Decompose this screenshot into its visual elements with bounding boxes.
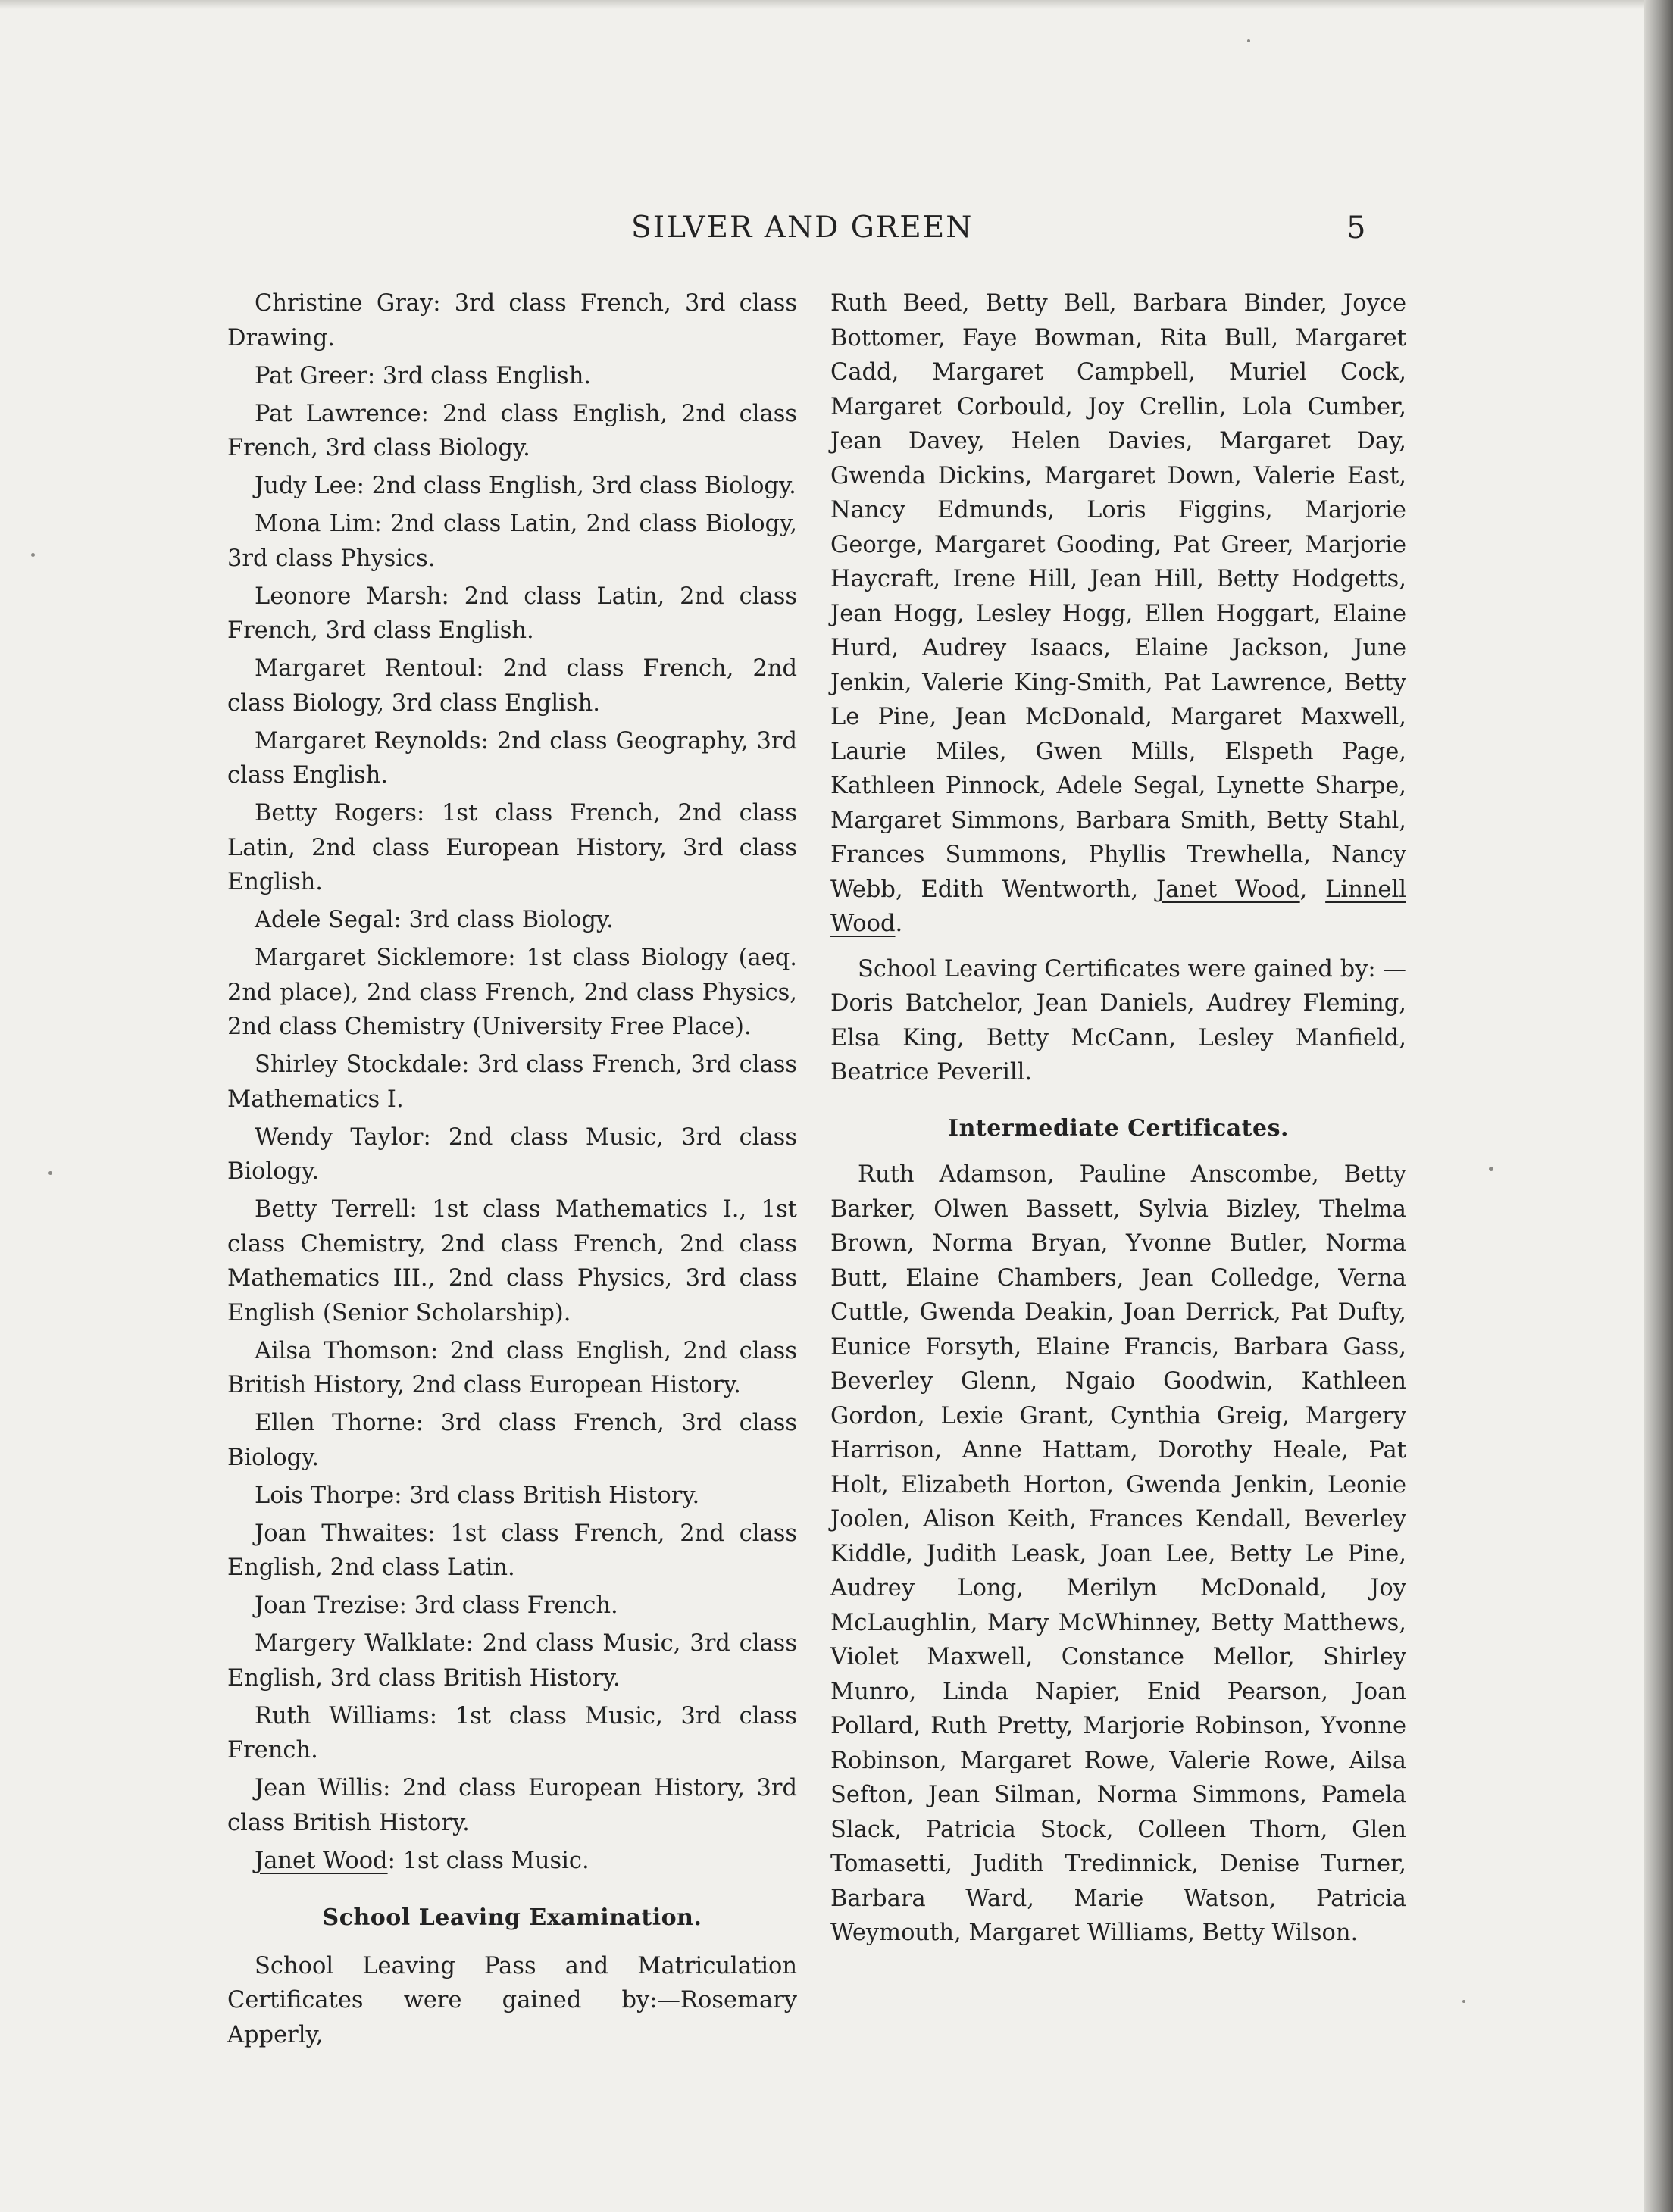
result-entry: Margaret Sicklemore: 1st class Biology (aeq. 2nd place), 2nd class French, 2nd class Physics, 2nd class Chemistry (University Free Place).	[227, 945, 797, 1040]
result-entry: Betty Rogers: 1st class French, 2nd class Latin, 2nd class European History, 3rd class English.	[227, 800, 797, 895]
scan-speck	[1489, 1167, 1493, 1171]
scan-speck	[1247, 39, 1250, 42]
result-entry: Margaret Rentoul: 2nd class French, 2nd class Biology, 3rd class English.	[227, 655, 797, 717]
result-entry: Betty Terrell: 1st class Mathematics I., 1st class Chemistry, 2nd class French, 2nd class Mathematics III., 2nd class Physics, 3rd class English (Senior Scholarship).	[227, 1196, 797, 1326]
result-entry: Adele Segal: 3rd class Biology.	[255, 907, 614, 933]
list-terminator: .	[895, 911, 903, 937]
page-number: 5	[1346, 211, 1366, 245]
result-entry: Ailsa Thomson: 2nd class English, 2nd class British History, 2nd class European History.	[227, 1337, 797, 1398]
left-column	[227, 286, 797, 2056]
result-entry: Pat Lawrence: 2nd class English, 2nd class French, 3rd class Biology.	[227, 400, 797, 461]
result-entry: Shirley Stockdale: 3rd class French, 3rd class Mathematics I.	[227, 1051, 797, 1113]
result-entry-last	[227, 1844, 797, 1879]
section-heading-intermediate: Intermediate Certificates.	[948, 1114, 1289, 1142]
result-entry: Wendy Taylor: 2nd class Music, 3rd class Biology.	[227, 1123, 797, 1185]
result-entry: Christine Gray: 3rd class French, 3rd class Drawing.	[227, 290, 797, 351]
result-entry: Margery Walklate: 2nd class Music, 3rd class English, 3rd class British History.	[227, 1630, 797, 1692]
pass-list-names: Ruth Beed, Betty Bell, Barbara Binder, Joyce Bottomer, Faye Bowman, Rita Bull, Margaret Cadd, Margaret Campbell, Muriel Cock, Margaret Corbould, Joy Crellin, Lola Cumber, Jean Davey, Helen Davies, Margaret Day, Gwenda Dickins, Margaret Down, Valerie East, Nancy Edmunds, Loris Figgins, Marjorie George, Margaret Gooding, Pat Greer, Marjorie Haycraft, Irene Hill, Jean Hill, Betty Hodgetts, Jean Hogg, Lesley Hogg, Ellen Hoggart, Elaine Hurd, Audrey Isaacs, Elaine Jackson, June Jenkin, Valerie King-Smith, Pat Lawrence, Betty Le Pine, Jean McDonald, Margaret Maxwell, Laurie Miles, Gwen Mills, Elspeth Page, Kathleen Pinnock, Adele Segal, Lynette Sharpe, Margaret Simmons, Barbara Smith, Betty Stahl, Frances Summons, Phyllis Trewhella, Nancy Webb, Edith Wentworth,	[830, 290, 1406, 903]
result-entry: Ruth Williams: 1st class Music, 3rd class French.	[227, 1702, 797, 1764]
result-entry-rest: : 1st class Music.	[387, 1847, 589, 1874]
result-entry: Leonore Marsh: 2nd class Latin, 2nd class French, 3rd class English.	[227, 583, 797, 644]
section-heading-school-leaving: School Leaving Examination.	[322, 1904, 702, 1931]
underlined-name: Janet Wood	[1155, 876, 1300, 903]
result-entry: Ellen Thorne: 3rd class French, 3rd class Biology.	[227, 1410, 797, 1471]
result-entry: Jean Willis: 2nd class European History, 3rd class British History.	[227, 1775, 797, 1836]
right-column	[830, 286, 1406, 1954]
pass-list	[830, 286, 1406, 942]
page-header	[227, 211, 1364, 256]
page-edge-shadow	[1644, 0, 1673, 2212]
certificates-paragraph: School Leaving Certificates were gained by: —Doris Batchelor, Jean Daniels, Audrey Fleming, Elsa King, Betty McCann, Lesley Manfield, Beatrice Peverill.	[830, 955, 1406, 1086]
running-title: SILVER AND GREEN	[631, 211, 974, 245]
result-entry: Joan Thwaites: 1st class French, 2nd class English, 2nd class Latin.	[227, 1520, 797, 1581]
underlined-name: Linnell Wood	[830, 876, 1406, 937]
scan-speck	[31, 553, 35, 557]
name-separator: ,	[1299, 876, 1326, 903]
result-entry: Joan Trezise: 3rd class French.	[255, 1592, 618, 1619]
result-entry: Margaret Reynolds: 2nd class Geography, 3rd class English.	[227, 727, 797, 789]
result-entry: Lois Thorpe: 3rd class British History.	[255, 1482, 700, 1509]
underlined-name: Janet Wood	[255, 1847, 388, 1874]
scan-top-shadow	[0, 0, 1644, 9]
result-entry: Mona Lim: 2nd class Latin, 2nd class Biology, 3rd class Physics.	[227, 511, 797, 572]
result-entry: Pat Greer: 3rd class English.	[255, 362, 592, 389]
intermediate-list: Ruth Adamson, Pauline Anscombe, Betty Barker, Olwen Bassett, Sylvia Bizley, Thelma Brown, Norma Bryan, Yvonne Butler, Norma Butt, Elaine Chambers, Jean Colledge, Verna Cuttle, Gwenda Deakin, Joan Derrick, Pat Dufty, Eunice Forsyth, Elaine Francis, Barbara Gass, Beverley Glenn, Ngaio Goodwin, Kathleen Gordon, Lexie Grant, Cynthia Greig, Margery Harrison, Anne Hattam, Dorothy Heale, Pat Holt, Elizabeth Horton, Gwenda Jenkin, Leonie Joolen, Alison Keith, Frances Kendall, Beverley Kiddle, Judith Leask, Joan Lee, Betty Le Pine, Audrey Long, Merilyn McDonald, Joy McLaughlin, Mary McWhinney, Betty Matthews, Violet Maxwell, Constance Mellor, Shirley Munro, Linda Napier, Enid Pearson, Joan Pollard, Ruth Pretty, Marjorie Robinson, Yvonne Robinson, Margaret Rowe, Valerie Rowe, Ailsa Sefton, Jean Silman, Norma Simmons, Pamela Slack, Patricia Stock, Colleen Thorn, Glen Tomasetti, Judith Tredinnick, Denise Turner, Barbara Ward, Marie Watson, Patricia Weymouth, Margaret Williams, Betty Wilson.	[830, 1161, 1406, 1946]
result-entry: Judy Lee: 2nd class English, 3rd class Biology.	[255, 473, 796, 499]
scan-speck	[48, 1171, 52, 1175]
scan-speck	[1462, 2000, 1465, 2003]
section-intro: School Leaving Pass and Matriculation Certificates were gained by:—Rosemary Apperly,	[227, 1952, 797, 2048]
